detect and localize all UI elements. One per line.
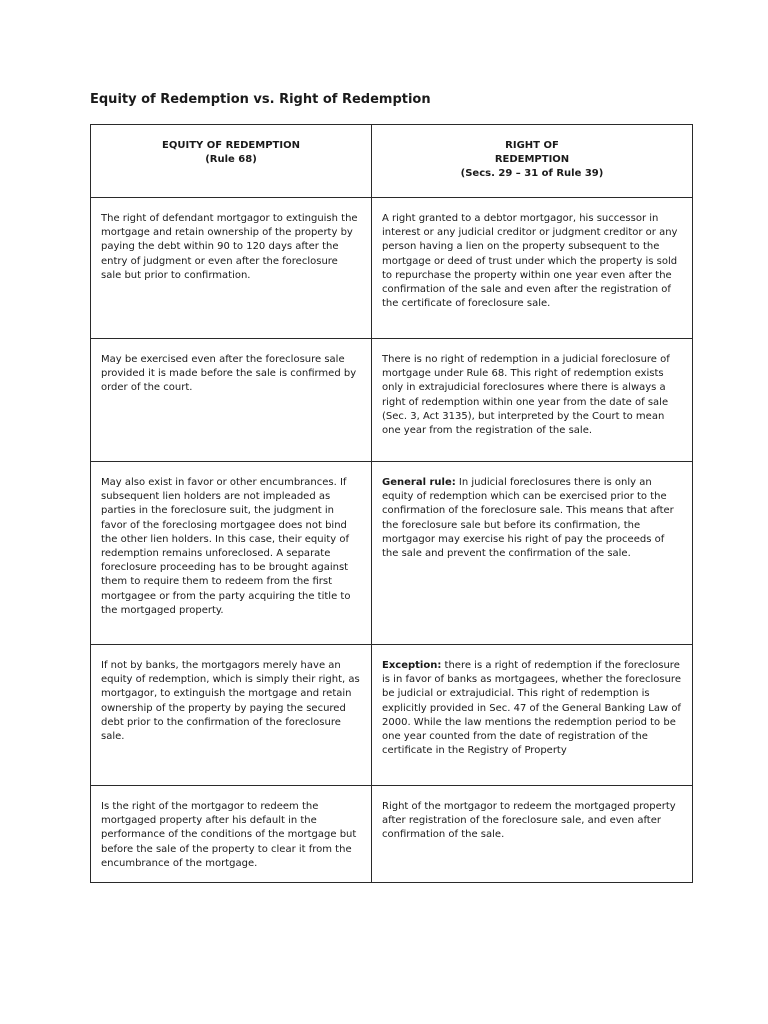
equity-text: May also exist in favor or other encumbrances. If subsequent lien holders are not impleaded as parties in the foreclosure suit, the judgment in favor of the foreclosing mortgagee does not bind the other lien holders. In this case, their equity of redemption remains unforeclosed. A separate foreclosure proceeding has to be brought against them to require them to redeem from the first mortgagee or from the party acquiring the title to the mortgaged property. — [101, 477, 351, 616]
table-header-row — [91, 125, 693, 198]
right-cell — [372, 645, 693, 786]
right-text: There is no right of redemption in a judicial foreclosure of mortgage under Rule 68. This right of redemption exists only in extrajudicial foreclosures where there is always a right of redemption within one year from the date of sale (Sec. 3, Act 3135), but interpreted by the Court to mean one year from the registration of the sale. — [382, 354, 670, 437]
right-cell — [372, 339, 693, 462]
table-row — [91, 198, 693, 339]
equity-cell — [91, 339, 372, 462]
equity-cell — [91, 786, 372, 883]
header-left-line2: (Rule 68) — [205, 154, 257, 166]
right-cell — [372, 198, 693, 339]
table-row — [91, 339, 693, 462]
equity-text: If not by banks, the mortgagors merely have an equity of redemption, which is simply their right, as mortgagor, to extinguish the mortgage and retain ownership of the property by paying the secured debt prior to the confirmation of the foreclosure sale. — [101, 660, 360, 743]
right-lead: General rule: — [382, 477, 456, 488]
right-lead: Exception: — [382, 660, 442, 671]
right-cell — [372, 462, 693, 645]
equity-text: May be exercised even after the foreclosure sale provided it is made before the sale is confirmed by order of the court. — [101, 354, 357, 394]
right-text: Right of the mortgagor to redeem the mortgaged property after registration of the foreclosure sale, and even after confirmation of the sale. — [382, 801, 676, 841]
equity-text: The right of defendant mortgagor to extinguish the mortgage and retain ownership of the property by paying the debt within 90 to 120 days after the entry of judgment or even after the foreclosure sale but prior to confirmation. — [101, 213, 358, 281]
header-right-line2: REDEMPTION — [494, 154, 570, 166]
header-right-of-redemption — [372, 125, 693, 198]
equity-cell — [91, 645, 372, 786]
right-cell — [372, 786, 693, 883]
header-equity-of-redemption — [91, 125, 372, 198]
equity-cell — [91, 462, 372, 645]
right-text: there is a right of redemption if the foreclosure is in favor of banks as mortgagees, whether the foreclosure be judicial or extrajudicial. This right of redemption is explicitly provided in Sec. 47 of the General Banking Law of 2000. While the law mentions the redemption period to be one year counted from the date of registration of the certificate in the Registry of Property — [382, 660, 681, 757]
header-right-line3: (Secs. 29 – 31 of Rule 39) — [460, 168, 604, 180]
header-right-line1: RIGHT OF — [505, 140, 559, 151]
header-left-line1: EQUITY OF REDEMPTION — [162, 140, 300, 151]
equity-text: Is the right of the mortgagor to redeem the mortgaged property after his default in the performance of the conditions of the mortgage but before the sale of the property to clear it from the encumbrance of the mortgage. — [101, 801, 357, 869]
table-row — [91, 462, 693, 645]
right-text: A right granted to a debtor mortgagor, his successor in interest or any judicial creditor or judgment creditor or any person having a lien on the property subsequent to the mortgage or deed of trust under which the property is sold to repurchase the property within one year even after the confirmation of the sale and even after the registration of the certificate of foreclosure sale. — [382, 213, 678, 310]
page-title: Equity of Redemption vs. Right of Redemption — [90, 92, 431, 107]
comparison-table — [90, 124, 693, 883]
table-row — [91, 645, 693, 786]
equity-cell — [91, 198, 372, 339]
right-text: In judicial foreclosures there is only an equity of redemption which can be exercised prior to the confirmation of the foreclosure sale. This means that after the foreclosure sale but before its confirmation, the mortgagor may exercise his right of pay the proceeds of the sale and prevent the confirmation of the sale. — [382, 477, 674, 560]
table-row — [91, 786, 693, 883]
